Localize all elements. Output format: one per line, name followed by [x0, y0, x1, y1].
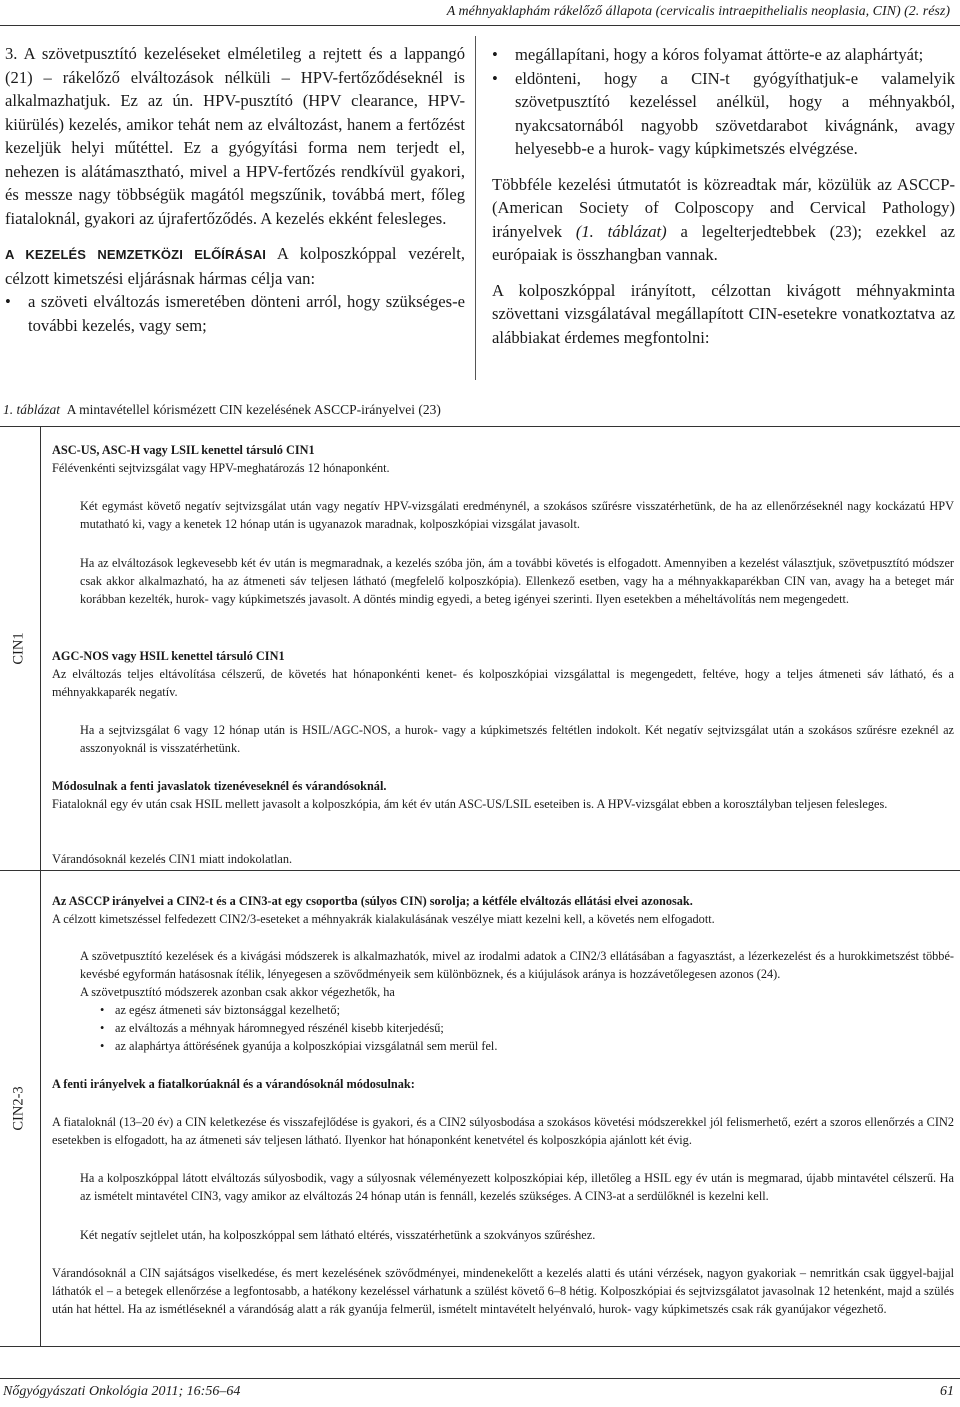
cin23-paragraph-methods: A szövetpusztító kezelések és a kivágási módszerek is alkalmazhatók, mivel az irodalmi adatok a CIN2/3 ellátásában a fagyasztást, a lézerkezelést és a hurokkimetszést többé-kevésbé egyformán hatásosnak ítélik, lényegesen a szövődményeik sem különböznek, és a kiújulások aránya is hozzávetőlegesen azonos (24).	[80, 949, 954, 981]
cin1-paragraph-hsil: Ha a sejtvizsgálat 6 vagy 12 hónap után is HSIL/AGC-NOS, a hurok- vagy a kúpkimetszés feltétlen indokolt. Két negatív sejtvizsgálat után a szokásos szűrésre ezeknél az asszonyoknál is visszatérhetünk.	[80, 723, 954, 755]
running-head: A méhnyaklaphám rákelőző állapota (cervicalis intraepithelialis neoplasia, CIN) (2. rész)	[446, 4, 950, 19]
cin23-text-grouping: A célzott kimetszéssel felfedezett CIN2/3-eseteket a méhnyakrák kialakulásának veszélye miatt kezelni kell, a követés nem elfogadott.	[52, 912, 715, 926]
paragraph-hpv-clearance: 3. A szövetpusztító kezeléseket elméletileg a rejtett és a lappangó (21) – rákelőző elváltozások nélküli – HPV-fertőződéseknél is alkalmazhatjuk. Ez az ún. HPV-pusztító (HPV clearance, HPV-kiürülés) kezelés, amikor tehát nem az elváltozást, hanem a fertőzést kezeljük helyi műtéttel. Ez a gyógyítási forma nem terjedt el, nehezen is alátámasztható, mivel a HPV-fertőzés rendkívül gyakori, és messze nagy többségük magától megszűnik, továbbá mert, főleg fiataloknál, gyakori az újrafertőződés. A kezelés ekként felesleges.	[5, 44, 465, 228]
cin1-text-ascus: Félévenkénti sejtvizsgálat vagy HPV-meghatározás 12 hónaponként.	[52, 461, 390, 475]
left-column	[5, 42, 465, 337]
cin23-paragraph-return: Két negatív sejtlelet után, ha kolposzkóppal sem látható eltérés, visszatérhetünk a szokványos szűréshez.	[80, 1228, 596, 1242]
cin23-heading-modified-text: A fenti irányelvek a fiatalkorúaknál és a várandósoknál módosulnak:	[52, 1077, 415, 1091]
list-item: • az elváltozás a méhnyak háromnegyed részénél kisebb kiterjedésű;	[100, 1019, 954, 1037]
table-label-divider	[40, 426, 41, 1346]
header-rule	[0, 25, 960, 26]
cin1-heading-ascus: ASC-US, ASC-H vagy LSIL kenettel társuló CIN1	[52, 443, 315, 457]
cin1-block-ascus	[52, 441, 942, 477]
list-item: • az egész átmeneti sáv biztonsággal kezelhető;	[100, 1001, 954, 1019]
paragraph-guidelines	[492, 173, 955, 267]
cin23-paragraph-conditions: A szövetpusztító módszerek azonban csak akkor végezhetők, ha	[80, 985, 395, 999]
spacer	[492, 161, 955, 173]
paragraph-consider: A kolposzkóppal irányított, célzottan kivágott méhnyakminta szövettani vizsgálatával megállapított CIN-esetekre vonatkoztatva az alábbiakat érdemes megfontolni:	[492, 280, 955, 347]
cin1-heading-youth: Módosulnak a fenti javaslatok tizenéveseknél és várandósoknál.	[52, 779, 387, 793]
cin23-paragraph-pregnancy: Várandósoknál a CIN sajátságos viselkedése, és mert kezelésének szövődményei, mindenekelőtt a kezelés alatti és utáni vérzések, nagyon gyakoriak – nemritkán csak üggyel-bajjal láthatók el – a betegek ellenőrzése a legfontosabb, a hatékony kezeléssel várhatunk a szülést követő 6–8 hétig. Kolposzkópiai és sejtvizsgálatot javasolnak 12 hetenként, majd a szülés után hat héttel. Ha az ismétléseknél a várandóság alatt a rák gyanúja felmerül, ismételt mintavételt helyénvaló, hurok- vagy kúpkimetszés csak rák gyanújakor végezhető.	[52, 1266, 954, 1316]
table-caption	[3, 402, 441, 418]
section-intro: A kolposzkóppal vezérelt, célzott kimetszési eljárásnak hármas célja van:	[5, 244, 465, 288]
cin1-block-agc	[52, 647, 954, 701]
table-caption-text: A mintavétellel kórismézett CIN kezelésének ASCCP-irányelvei (23)	[66, 402, 441, 417]
cin23-heading-grouping: Az ASCCP irányelvei a CIN2-t és a CIN3-at egy csoportba (súlyos CIN) sorolja; a kétféle elváltozás ellátási elvei azonosak.	[52, 894, 693, 908]
spacer	[5, 230, 465, 242]
guidelines-text: Többféle kezelési útmutatót is közreadtak már, közülük az ASCCP- (American Society of Colposcopy and Cervical Pathology) irányelvek	[492, 174, 955, 241]
journal-citation: Nőgyógyászati Onkológia 2011; 16:56–64	[3, 1384, 241, 1399]
table-caption-label: 1. táblázat	[3, 402, 61, 417]
cin1-paragraph-pregnancy: Várandósoknál kezelés CIN1 miatt indokolatlan.	[52, 852, 293, 866]
cin23-paragraph-progression: Ha a kolposzkóppal látott elváltozás súlyosbodik, vagy a súlyosnak véleményezett kolposzkópiai kép, illetőleg a HSIL egy év után is megmarad, újabb mintavétel célszerű. Ha az ismételt mintavétel CIN3, vagy amikor az elváltozás 24 hónap után is fennáll, kezelés szükséges. A CIN3-at a serdülőknél is kezelni kell.	[80, 1171, 954, 1203]
footer-rule	[0, 1378, 960, 1379]
cin23-block-methods	[80, 947, 954, 1055]
right-column	[492, 43, 955, 349]
row-label-cin2-3: CIN2-3	[10, 1086, 27, 1131]
spacer	[492, 267, 955, 279]
page-number: 61	[940, 1384, 954, 1399]
column-divider	[475, 36, 476, 380]
table-bottom-rule	[0, 1346, 960, 1347]
row-label-cin1: CIN1	[10, 632, 27, 665]
cin1-block-youth	[52, 777, 954, 813]
cin23-paragraph-youth: A fiataloknál (13–20 év) a CIN keletkezése és visszafejlődése is gyakori, és a CIN2 súlyosbodása a szokásos követési módszerekkel jól felismerhető, ezért a szoros ellenőrzés a CIN2 esetekben is elfogadott, ha az átmeneti sáv teljesen látható. Ilyenkor hat hónaponként kenetvétel és kolposzkópia ajánlott két évig.	[52, 1115, 954, 1147]
table-reference-link[interactable]: (1. táblázat)	[575, 221, 667, 241]
bullet-item-1: • a szöveti elváltozás ismeretében dönteni arról, hogy szükséges-e további kezelés, vagy sem;	[5, 290, 465, 337]
cin23-conditions-list	[100, 1001, 954, 1055]
guidelines-text-end: a legelterjedtebbek (23); ezekkel az európaiak is összhangban vannak.	[492, 221, 956, 264]
section-heading: A KEZELÉS NEMZETKÖZI ELŐÍRÁSAI	[5, 247, 266, 262]
cin1-paragraph-negative: Két egymást követő negatív sejtvizsgálat után vagy negatív HPV-vizsgálati eredménynél, a szokásos szűrésre visszatérhetünk, de ha az ellenőrzéseknél nagy kockázatú HPV mutatható ki, vagy a kenetek 12 hónap után is ugyanazok maradnak, kolposzkópiai vizsgálat javasolt.	[80, 499, 954, 531]
bullet-item-3: • eldönteni, hogy a CIN-t gyógyíthatjuk-e valamelyik szövetpusztító kezeléssel anélkül, hogy a méhnyakból, nyakcsatornából nagyobb szövetdarabot kivágnánk, avagy helyesebb-e a hurok- vagy kúpkimetszés elvégzése.	[492, 67, 955, 161]
list-item: • az alaphártya áttörésének gyanúja a kolposzkópiai vizsgálatnál sem merül fel.	[100, 1037, 954, 1055]
cin23-block-grouping	[52, 892, 954, 928]
cin23-heading-modified	[52, 1075, 954, 1093]
cin1-text-youth: Fiataloknál egy év után csak HSIL mellett javasolt a kolposzkópia, ám két év után ASC-US/LSIL eseteiben is. A HPV-vizsgálat ebben a korosztályban teljesen felesleges.	[52, 797, 888, 811]
cin1-paragraph-persistent: Ha az elváltozások legkevesebb két év után is megmaradnak, a kezelés szóba jön, ám a további követés is elfogadott. Amennyiben a kezelést választjuk, szövetpusztító módszer csak akkor alkalmazható, ha az átmeneti sáv teljesen látható (megfelelő kolposzkópia). Ellenkező esetben, vagy ha a méhnyakkaparékban CIN van, avagy ha a beteget már korábban kezelték, hurok- vagy kúpkimetszés javasolt. A döntés mindig egyedi, a beteg igényei szerinti. Ilyen esetekben a méheltávolítás nem megengedett.	[80, 556, 954, 606]
section-paragraph	[5, 242, 465, 290]
table-row-divider	[0, 870, 960, 871]
table-top-rule	[0, 426, 960, 427]
cin1-heading-agc: AGC-NOS vagy HSIL kenettel társuló CIN1	[52, 649, 285, 663]
bullet-item-2: • megállapítani, hogy a kóros folyamat áttörte-e az alaphártyát;	[492, 43, 955, 67]
cin1-text-agc: Az elváltozás teljes eltávolítása célszerű, de követés hat hónaponkénti kenet- és kolposzkópiai vizsgálattal is megengedett, feltéve, hogy a teljes átmeneti sáv látható, és a méhnyakkaparék negatív.	[52, 667, 954, 699]
